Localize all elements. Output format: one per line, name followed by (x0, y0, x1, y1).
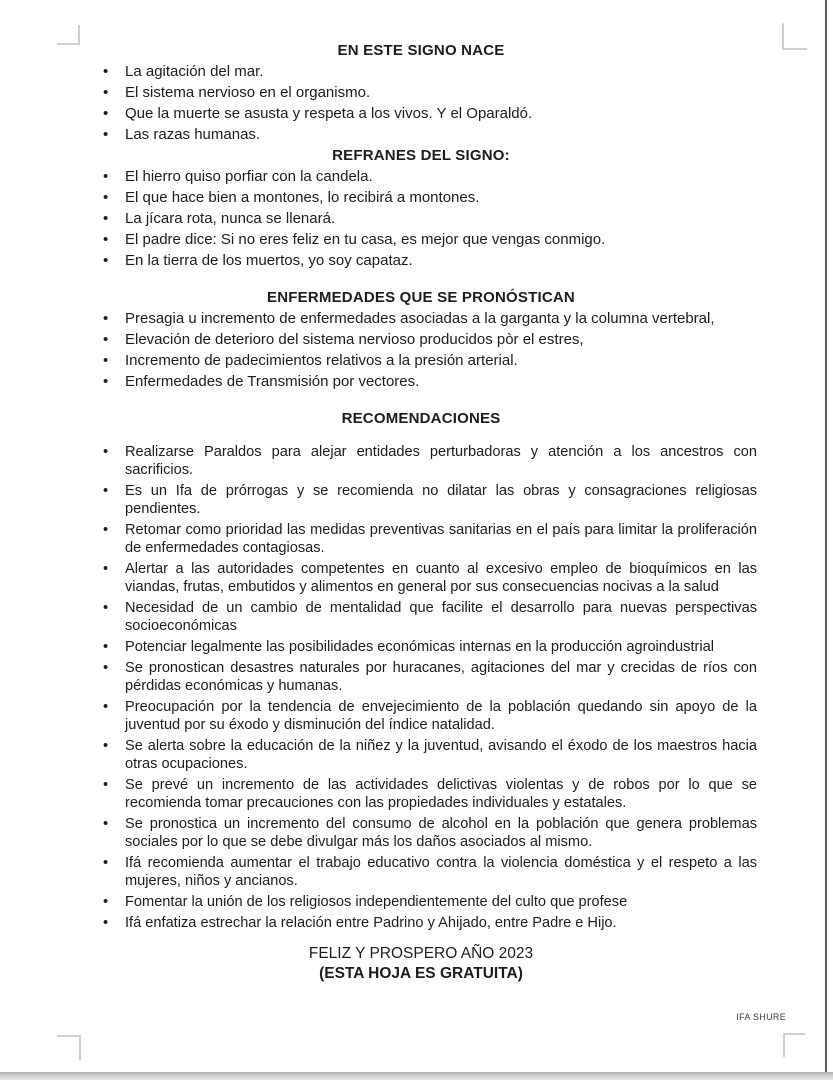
list-item: • Retomar como prioridad las medidas preventivas sanitarias en el país para limitar la proliferación de enfermedades contagiosas. (85, 521, 757, 557)
section-en-este-signo-nace (85, 40, 757, 145)
scan-corner-mark-bottom-left (57, 1035, 81, 1060)
list-item: • Las razas humanas. (85, 124, 757, 145)
scan-corner-mark-bottom-right (783, 1033, 805, 1057)
list-item: • Se prevé un incremento de las actividades delictivas violentas y de robos por lo que se recomienda tomar precauciones con las propiedades individuales y estatales. (85, 776, 757, 812)
list-item: • El padre dice: Si no eres feliz en tu casa, es mejor que vengas conmigo. (85, 229, 757, 250)
list-item: • Fomentar la unión de los religiosos independientemente del culto que profese (85, 893, 757, 911)
section-heading: EN ESTE SIGNO NACE (337, 42, 505, 59)
list-item: • El que hace bien a montones, lo recibirá a montones. (85, 187, 757, 208)
list-item: • La agitación del mar. (85, 61, 757, 82)
list-item: • Incremento de padecimientos relativos a la presión arterial. (85, 350, 757, 371)
list-item: • Elevación de deterioro del sistema nervioso producidos pòr el estres, (85, 329, 757, 350)
document-content (85, 40, 757, 984)
watermark-text: IFA SHURE (736, 1012, 786, 1022)
list-item: • Preocupación por la tendencia de envejecimiento de la población quedando sin apoyo de la juventud por su éxodo y disminución del índice natalidad. (85, 698, 757, 734)
list-item: • Se pronostican desastres naturales por huracanes, agitaciones del mar y crecidas de ríos con pérdidas económicas y humanas. (85, 659, 757, 695)
section-refranes-del-signo (85, 145, 757, 271)
footer (85, 944, 757, 984)
section-heading: REFRANES DEL SIGNO: (332, 147, 510, 164)
list-item: • Que la muerte se asusta y respeta a los vivos. Y el Oparaldó. (85, 103, 757, 124)
section-recomendaciones (85, 408, 757, 932)
list-item: • Potenciar legalmente las posibilidades económicas internas en la producción agroindustrial (85, 638, 757, 656)
list-item: • El hierro quiso porfiar con la candela. (85, 166, 757, 187)
list-item: • Realizarse Paraldos para alejar entidades perturbadoras y atención a los ancestros con sacrificios. (85, 443, 757, 479)
bottom-edge-strip (0, 1072, 833, 1080)
section-heading: ENFERMEDADES QUE SE PRONÓSTICAN (267, 289, 575, 306)
footer-greeting: FELIZ Y PROSPERO AÑO 2023 (308, 945, 534, 962)
list-item: • Necesidad de un cambio de mentalidad que facilite el desarrollo para nuevas perspectivas socioeconómicas (85, 599, 757, 635)
scan-corner-mark-top-left (57, 25, 80, 45)
footer-note: (ESTA HOJA ES GRATUITA) (319, 965, 523, 982)
bullet-list (85, 61, 757, 145)
list-item: • Alertar a las autoridades competentes en cuanto al excesivo empleo de bioquímicos en las viandas, frutas, embutidos y alimentos en general por sus consecuencias nocivas a la salud (85, 560, 757, 596)
list-item: • Presagia u incremento de enfermedades asociadas a la garganta y la columna vertebral, (85, 308, 757, 329)
list-item: • El sistema nervioso en el organismo. (85, 82, 757, 103)
list-item: • Se pronostica un incremento del consumo de alcohol en la población que genera problemas sociales por lo que se debe divulgar más los daños asociados al mismo. (85, 815, 757, 851)
bullet-list (85, 166, 757, 271)
section-enfermedades (85, 287, 757, 392)
list-item: • Ifá recomienda aumentar el trabajo educativo contra la violencia doméstica y el respeto a las mujeres, niños y ancianos. (85, 854, 757, 890)
list-item: • Se alerta sobre la educación de la niñez y la juventud, avisando el éxodo de los maestros hacia otras ocupaciones. (85, 737, 757, 773)
bullet-list (85, 443, 757, 932)
bullet-list (85, 308, 757, 392)
right-edge-divider (825, 0, 827, 1072)
list-item: • Ifá enfatiza estrechar la relación entre Padrino y Ahijado, entre Padre e Hijo. (85, 914, 757, 932)
list-item: • La jícara rota, nunca se llenará. (85, 208, 757, 229)
list-item: • Es un Ifa de prórrogas y se recomienda no dilatar las obras y consagraciones religiosas pendientes. (85, 482, 757, 518)
list-item: • En la tierra de los muertos, yo soy capataz. (85, 250, 757, 271)
scan-corner-mark-top-right (782, 23, 807, 50)
list-item: • Enfermedades de Transmisión por vectores. (85, 371, 757, 392)
section-heading: RECOMENDACIONES (341, 410, 501, 427)
